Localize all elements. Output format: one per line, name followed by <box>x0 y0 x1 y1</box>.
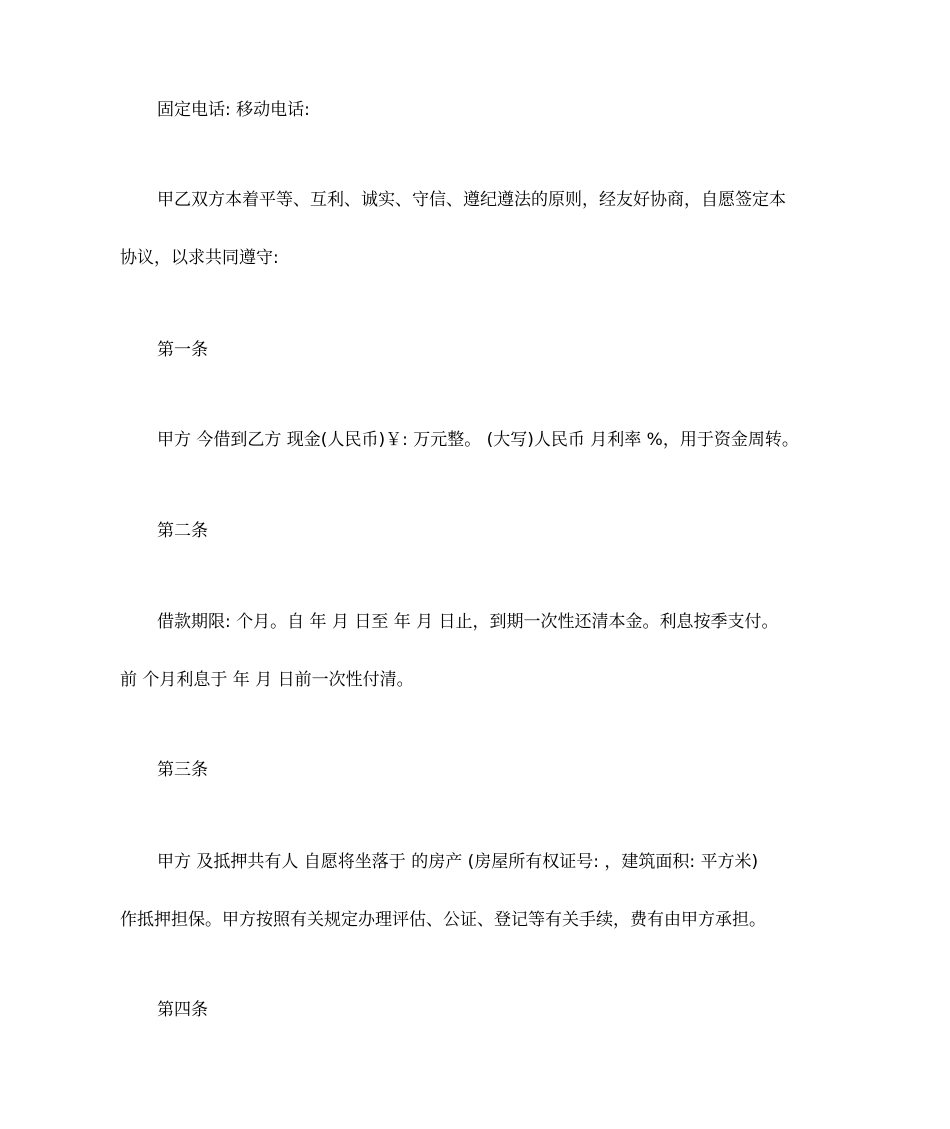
contact-phone-line: 固定电话: 移动电话: <box>157 100 310 120</box>
article-2-body-line-1: 借款期限: 个月。自 年 月 日至 年 月 日止，到期一次性还清本金。利息按季支付。 <box>157 612 779 632</box>
article-1-body: 甲方 今借到乙方 现金(人民币)￥: 万元整。 (大写)人民币 月利率 %，用于资金周转。 <box>157 430 799 450</box>
article-3-body-line-1: 甲方 及抵押共有人 自愿将坐落于 的房产 (房屋所有权证号: ，建筑面积: 平方米) <box>157 852 759 872</box>
article-2-title: 第二条 <box>157 521 208 541</box>
article-3-title: 第三条 <box>157 760 208 780</box>
article-3-body-line-2: 作抵押担保。甲方按照有关规定办理评估、公证、登记等有关手续，费有由甲方承担。 <box>120 910 766 930</box>
article-1-title: 第一条 <box>157 340 208 360</box>
intro-paragraph-line-2: 协议，以求共同遵守: <box>120 248 279 268</box>
intro-paragraph-line-1: 甲乙双方本着平等、互利、诚实、守信、遵纪遵法的原则，经友好协商，自愿签定本 <box>157 190 786 210</box>
article-4-title: 第四条 <box>157 1000 208 1020</box>
article-2-body-line-2: 前 个月利息于 年 月 日前一次性付清。 <box>120 670 414 690</box>
